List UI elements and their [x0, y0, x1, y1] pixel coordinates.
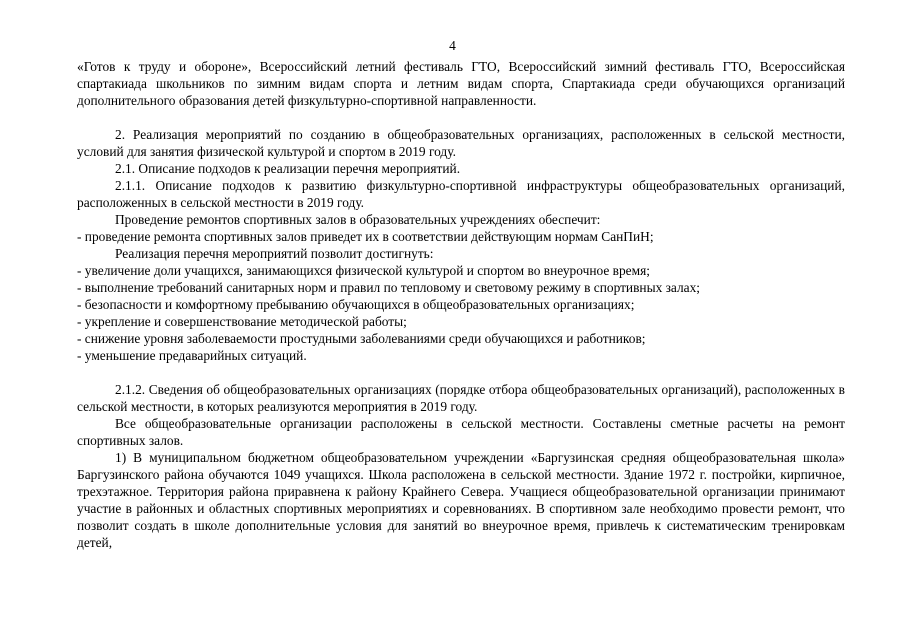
- list-item: - проведение ремонта спортивных залов приведет их в соответствии действующим нормам СанПиН;: [77, 229, 654, 244]
- section-2-heading: 2. Реализация мероприятий по созданию в общеобразовательных организациях, расположенных в сельской местности, условий для занятия физической культурой и спортом в 2019 году.: [77, 127, 845, 159]
- paragraph-rural-location: Все общеобразовательные организации расположены в сельской местности. Составлены сметные расчеты на ремонт спортивных залов.: [77, 416, 845, 448]
- section-2-1-1-heading: 2.1.1. Описание подходов к развитию физкультурно-спортивной инфраструктуры общеобразовательных организаций, расположенных в сельской местности в 2019 году.: [77, 178, 845, 210]
- paragraph-gap: [77, 364, 845, 381]
- paragraph-barguzin-school: 1) В муниципальном бюджетном общеобразовательном учреждении «Баргузинская средняя общеобразовательная школа» Баргузинского района обучаются 1049 учащихся. Школа расположена в сельской местности. Здание 1972 г. постройки, кирпичное, трехэтажное. Территория района приравнена к району Крайнего Севера. Учащиеся общеобразовательной организации принимают участие в районных и областных спортивных мероприятиях и соревнованиях. В спортивном зале необходимо провести ремонт, что позволит создать в школе дополнительные условия для занятий во внеурочное время, привлечь к систематическим тренировкам детей,: [77, 450, 845, 550]
- section-2-1-2-heading: 2.1.2. Сведения об общеобразовательных организациях (порядке отбора общеобразовательных организаций), расположенных в сельской местности, в которых реализуются мероприятия в 2019 году.: [77, 382, 845, 414]
- list-item: - снижение уровня заболеваемости простудными заболеваниями среди обучающихся и работников;: [77, 331, 646, 346]
- list-item: - укрепление и совершенствование методической работы;: [77, 314, 407, 329]
- paragraph-achieve: Реализация перечня мероприятий позволит достигнуть:: [115, 246, 434, 261]
- list-item: - безопасности и комфортному пребыванию обучающихся в общеобразовательных организациях;: [77, 297, 635, 312]
- list-item: - увеличение доли учащихся, занимающихся физической культурой и спортом во внеурочное время;: [77, 263, 650, 278]
- paragraph-gap: [77, 109, 845, 126]
- section-2-1-heading: 2.1. Описание подходов к реализации перечня мероприятий.: [115, 161, 461, 176]
- page-number: 4: [449, 38, 456, 53]
- document-body: [77, 58, 845, 551]
- list-item: - выполнение требований санитарных норм и правил по тепловому и световому режиму в спортивных залах;: [77, 280, 701, 295]
- paragraph-repairs-provide: Проведение ремонтов спортивных залов в образовательных учреждениях обеспечит:: [115, 212, 601, 227]
- list-item: - уменьшение предаварийных ситуаций.: [77, 348, 307, 363]
- paragraph-gto-events: «Готов к труду и обороне», Всероссийский летний фестиваль ГТО, Всероссийский зимний фестиваль ГТО, Всероссийская спартакиада школьников по зимним видам спорта и летним видам спорта, Спартакиада среди обучающихся организаций дополнительного образования детей физкультурно-спортивной направленности.: [77, 59, 845, 108]
